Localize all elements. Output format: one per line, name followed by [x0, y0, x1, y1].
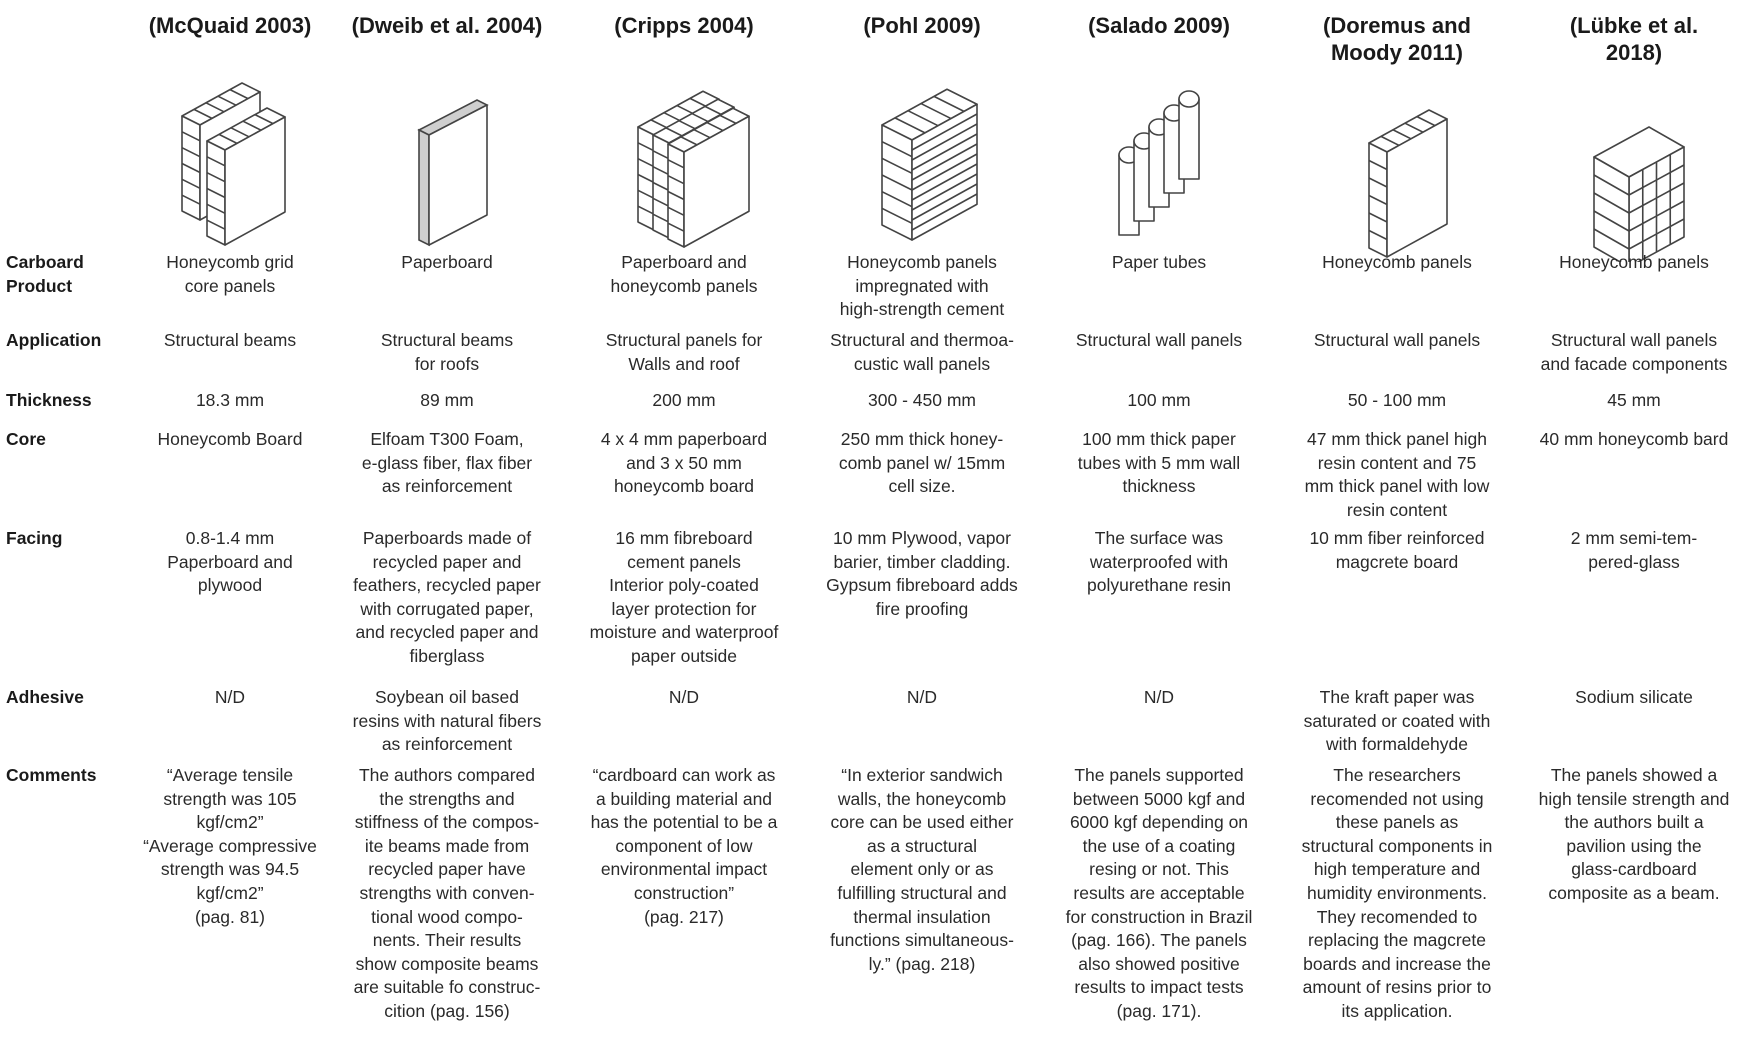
column-title: (Lübke et al. 2018) [1569, 13, 1699, 65]
cell-adhesive: The kraft paper was saturated or coated with with formaldehyde [1303, 687, 1491, 755]
row-label-product: Carboard Product [6, 252, 84, 296]
cell-adhesive: N/D [1143, 687, 1175, 707]
cell-facing: 10 mm fiber reinforced magcrete board [1309, 528, 1485, 572]
column-title: (Salado 2009) [1088, 13, 1230, 38]
row-label-thickness: Thickness [6, 390, 92, 410]
cell-thickness: 50 - 100 mm [1347, 390, 1447, 410]
cell-core: Honeycomb Board [157, 429, 303, 449]
paper-tubes-icon [1059, 80, 1259, 250]
cell-core: 47 mm thick panel high resin content and 75 mm thick panel with low resin content [1304, 429, 1490, 520]
cell-comments: The panels showed a high tensile strength and the authors built a pavilion using the glass-cardboard composite as a beam. [1538, 765, 1730, 903]
cell-application: Structural beams for roofs [380, 330, 514, 374]
cell-thickness: 100 mm [1127, 390, 1191, 410]
cell-comments: The panels supported between 5000 kgf and 6000 kgf depending on the use of a coating resing or not. This results are acceptable for construction in Brazil (pag. 166). The panels also showed positive results to impact tests (pag. 171). [1065, 765, 1253, 1021]
column-title: (Pohl 2009) [863, 13, 981, 38]
cell-thickness: 45 mm [1607, 390, 1661, 410]
column-title: (Doremus and Moody 2011) [1323, 13, 1471, 65]
cell-thickness: 300 - 450 mm [868, 390, 976, 410]
row-label-core: Core [6, 429, 46, 449]
cell-comments: “In exterior sandwich walls, the honeycomb core can be used either as a structural element only or as fulfilling structural and thermal insulation functions simultaneous- ly.” (pag. 218) [830, 765, 1014, 974]
cell-product: Honeycomb grid core panels [166, 252, 294, 296]
cell-core: 100 mm thick paper tubes with 5 mm wall thickness [1077, 429, 1241, 497]
cell-application: Structural wall panels [1075, 330, 1243, 350]
row-label-application: Application [6, 330, 102, 350]
cell-product: Honeycomb panels [1322, 252, 1472, 272]
cell-adhesive: N/D [906, 687, 938, 707]
cell-facing: 10 mm Plywood, vapor barier, timber cladding. Gypsum fibreboard adds fire proofing [826, 528, 1018, 619]
cell-application: Structural panels for Walls and roof [605, 330, 763, 374]
cell-facing: 16 mm fibreboard cement panels Interior poly-coated layer protection for moisture and waterproof paper outside [589, 528, 779, 666]
row-label-adhesive: Adhesive [6, 687, 84, 707]
cell-comments: The authors compared the strengths and stiffness of the compos- ite beams made from recycled paper have strengths with conven- tional wood compo- nents. Their results show composite beams are suitable fo construc- cition (pag. 156) [353, 765, 541, 1021]
cell-facing: 2 mm semi-tem- pered-glass [1570, 528, 1698, 572]
cell-comments: “cardboard can work as a building material and has the potential to be a component of low environmental impact construction” (pag. 217) [590, 765, 778, 927]
cell-application: Structural wall panels [1313, 330, 1481, 350]
solid-paperboard-panel-icon [347, 80, 547, 250]
cell-thickness: 89 mm [420, 390, 474, 410]
cell-adhesive: Sodium silicate [1575, 687, 1693, 707]
cell-thickness: 200 mm [652, 390, 716, 410]
twin-honeycomb-panel-icon [130, 80, 330, 250]
column-title: (McQuaid 2003) [148, 13, 312, 38]
cell-product: Honeycomb panels impregnated with high-strength cement [839, 252, 1005, 320]
cell-application: Structural wall panels and facade components [1540, 330, 1728, 374]
cell-product: Paperboard and honeycomb panels [610, 252, 758, 296]
cell-application: Structural beams [163, 330, 297, 350]
row-label-facing: Facing [6, 528, 63, 548]
cell-product: Paperboard [401, 252, 493, 272]
cell-application: Structural and thermoa- custic wall panels [830, 330, 1014, 374]
stacked-honeycomb-block-icon [1534, 92, 1734, 262]
cell-facing: The surface was waterproofed with polyurethane resin [1087, 528, 1231, 596]
cell-comments: “Average tensile strength was 105 kgf/cm2” “Average compressive strength was 94.5 kgf/cm2” (pag. 81) [143, 765, 317, 927]
column-title: (Dweib et al. 2004) [351, 13, 543, 38]
single-honeycomb-panel-icon [1297, 92, 1497, 262]
cell-thickness: 18.3 mm [195, 390, 265, 410]
clad-wall-panel-icon [822, 80, 1022, 250]
row-label-comments: Comments [6, 765, 97, 785]
cell-core: 40 mm honeycomb bard [1539, 429, 1729, 449]
cell-facing: Paperboards made of recycled paper and feathers, recycled paper with corrugated paper, and recycled paper and fiberglass [353, 528, 541, 666]
cell-facing: 0.8-1.4 mm Paperboard and plywood [167, 528, 293, 596]
cell-adhesive: N/D [668, 687, 700, 707]
cell-core: 250 mm thick honey- comb panel w/ 15mm cell size. [838, 429, 1006, 497]
cell-core: 4 x 4 mm paperboard and 3 x 50 mm honeycomb board [600, 429, 768, 497]
column-title: (Cripps 2004) [614, 13, 754, 38]
cell-comments: The researchers recomended not using these panels as structural components in high temperature and humidity environments. They recomended to replacing the magcrete boards and increase the amount of resins prior to its application. [1301, 765, 1493, 1021]
cell-product: Paper tubes [1111, 252, 1207, 272]
cell-core: Elfoam T300 Foam, e-glass fiber, flax fiber as reinforcement [361, 429, 533, 497]
cell-product: Honeycomb panels [1559, 252, 1709, 272]
cell-adhesive: Soybean oil based resins with natural fibers as reinforcement [352, 687, 542, 755]
cell-adhesive: N/D [214, 687, 246, 707]
triple-honeycomb-panel-icon [584, 80, 784, 250]
